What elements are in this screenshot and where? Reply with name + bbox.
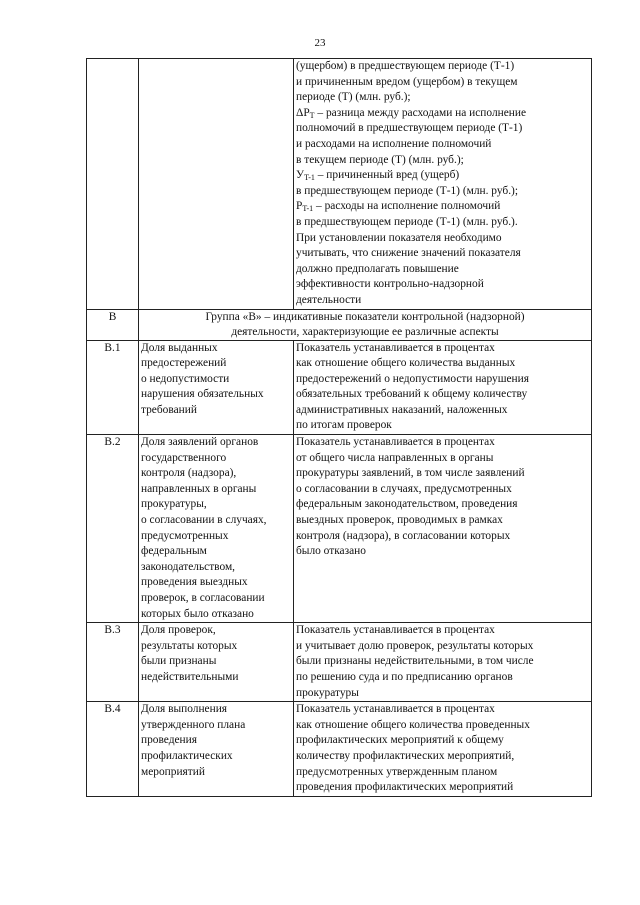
text-line: утвержденного плана: [141, 718, 246, 731]
table-row-b1: [87, 340, 592, 435]
indicator-name: [139, 623, 294, 702]
text-line: которых было отказано: [141, 607, 254, 620]
text-line: деятельности: [296, 293, 362, 306]
formula-p-line: [296, 199, 589, 215]
indicator-name: [139, 435, 294, 623]
table-row-b4: [87, 702, 592, 797]
text-line: о согласовании в случаях, предусмотренных: [296, 482, 512, 495]
text-line: было отказано: [296, 545, 366, 558]
indicator-description: [294, 623, 592, 702]
text-line: контроля (надзора), в согласовании которых: [296, 529, 511, 542]
y-text: – причиненный вред (ущерб): [314, 169, 460, 182]
text-line: Доля заявлений органов: [141, 436, 259, 449]
text-line: и расходами на исполнение полномочий: [296, 137, 492, 150]
row-code: В.3: [87, 623, 139, 702]
text-line: должно предполагать повышение: [296, 262, 459, 275]
text-line: федеральным: [141, 545, 207, 558]
text-line: количеству профилактических мероприятий,: [296, 749, 515, 762]
text-line: прокуратуры заявлений, в том числе заявлений: [296, 467, 525, 480]
group-title: [139, 309, 592, 340]
text-line: предусмотренных утвержденным планом: [296, 765, 498, 778]
formula-delta-line: [296, 106, 589, 122]
text-line: результаты которых: [141, 639, 238, 652]
text-line: Показатель устанавливается в процентах: [296, 341, 495, 354]
text-line: прокуратуры: [296, 686, 359, 699]
text-line: о недопустимости: [141, 372, 230, 385]
description-cell: [294, 59, 592, 310]
text-line: в текущем периоде (Т) (млн. руб.);: [296, 153, 464, 166]
text-line: Показатель устанавливается в процентах: [296, 703, 495, 716]
y-symbol: У: [296, 169, 305, 182]
text-line: недействительными: [141, 670, 239, 683]
p-subscript: T-1: [302, 204, 314, 214]
group-title-line: Группа «В» – индикативные показатели контрольной (надзорной): [205, 310, 525, 323]
p-text: – расходы на исполнение полномочий: [313, 200, 501, 213]
table-row-continuation: [87, 59, 592, 310]
text-line: (ущербом) в предшествующем периоде (Т-1): [296, 60, 515, 72]
text-line: в предшествующем периоде (Т-1) (млн. руб.);: [296, 184, 518, 197]
text-line: нарушения обязательных: [141, 388, 264, 401]
text-line: предостережений о недопустимости нарушения: [296, 372, 529, 385]
row-code: В.4: [87, 702, 139, 797]
text-line: контроля (надзора),: [141, 467, 237, 480]
text-line: обязательных требований к общему количеству: [296, 388, 528, 401]
text-line: учитывать, что снижение значений показателя: [296, 247, 521, 260]
table-row-b3: [87, 623, 592, 702]
indicator-name: [139, 340, 294, 435]
group-code: В: [87, 309, 139, 340]
text-line: Доля выданных: [141, 341, 218, 354]
text-line: и причиненным вредом (ущербом) в текущем: [296, 75, 518, 88]
delta-text: – разница между расходами на исполнение: [314, 106, 527, 119]
row-code: В.2: [87, 435, 139, 623]
text-line: проведения: [141, 734, 197, 747]
p-symbol: Р: [296, 200, 303, 213]
text-line: административных наказаний, наложенных: [296, 403, 508, 416]
text-line: предусмотренных: [141, 529, 229, 542]
text-line: профилактических: [141, 749, 233, 762]
indicator-description: [294, 435, 592, 623]
text-line: Доля проверок,: [141, 624, 216, 637]
text-line: выездных проверок, проводимых в рамках: [296, 514, 503, 527]
text-line: профилактических мероприятий к общему: [296, 734, 504, 747]
text-line: мероприятий: [141, 765, 205, 778]
code-cell: [87, 59, 139, 310]
indicator-table: [86, 58, 592, 797]
text-line: государственного: [141, 451, 227, 464]
text-line: были признаны: [141, 655, 217, 668]
text-line: полномочий в предшествующем периоде (Т-1): [296, 122, 523, 135]
text-line: были признаны недействительными, в том числе: [296, 655, 534, 668]
text-line: При установлении показателя необходимо: [296, 231, 502, 244]
delta-symbol: ΔP: [296, 106, 310, 119]
text-line: эффективности контрольно-надзорной: [296, 278, 484, 291]
text-line: как отношение общего количества проведенных: [296, 718, 530, 731]
y-subscript: T-1: [304, 173, 315, 183]
delta-subscript: T: [309, 110, 315, 120]
group-row: [87, 309, 592, 340]
text-line: периоде (Т) (млн. руб.);: [296, 91, 411, 104]
indicator-description: [294, 702, 592, 797]
text-line: и учитывает долю проверок, результаты которых: [296, 639, 534, 652]
text-line: прокуратуры,: [141, 498, 207, 511]
text-line: в предшествующем периоде (Т-1) (млн. руб.).: [296, 215, 518, 228]
text-line: о согласовании в случаях,: [141, 514, 267, 527]
text-line: от общего числа направленных в органы: [296, 451, 494, 464]
text-line: требований: [141, 403, 197, 416]
indicator-name: [139, 702, 294, 797]
text-line: предостережений: [141, 357, 227, 370]
table-row-b2: [87, 435, 592, 623]
text-line: Показатель устанавливается в процентах: [296, 436, 495, 449]
text-line: Показатель устанавливается в процентах: [296, 624, 495, 637]
name-cell: [139, 59, 294, 310]
text-line: проведения профилактических мероприятий: [296, 781, 514, 794]
text-line: проверок, в согласовании: [141, 592, 265, 604]
text-line: Доля выполнения: [141, 703, 228, 716]
text-line: направленных в органы: [141, 482, 257, 495]
text-line: законодательством,: [141, 560, 236, 573]
indicator-description: [294, 340, 592, 435]
row-code: В.1: [87, 340, 139, 435]
text-line: проведения выездных: [141, 576, 248, 589]
text-line: федеральным законодательством, проведения: [296, 498, 518, 511]
formula-y-line: [296, 168, 589, 184]
text-line: по итогам проверок: [296, 419, 392, 432]
group-title-line: деятельности, характеризующие ее различные аспекты: [231, 325, 499, 338]
text-line: как отношение общего количества выданных: [296, 357, 516, 370]
page-number: 23: [314, 37, 326, 49]
text-line: по решению суда и по предписанию органов: [296, 670, 513, 683]
